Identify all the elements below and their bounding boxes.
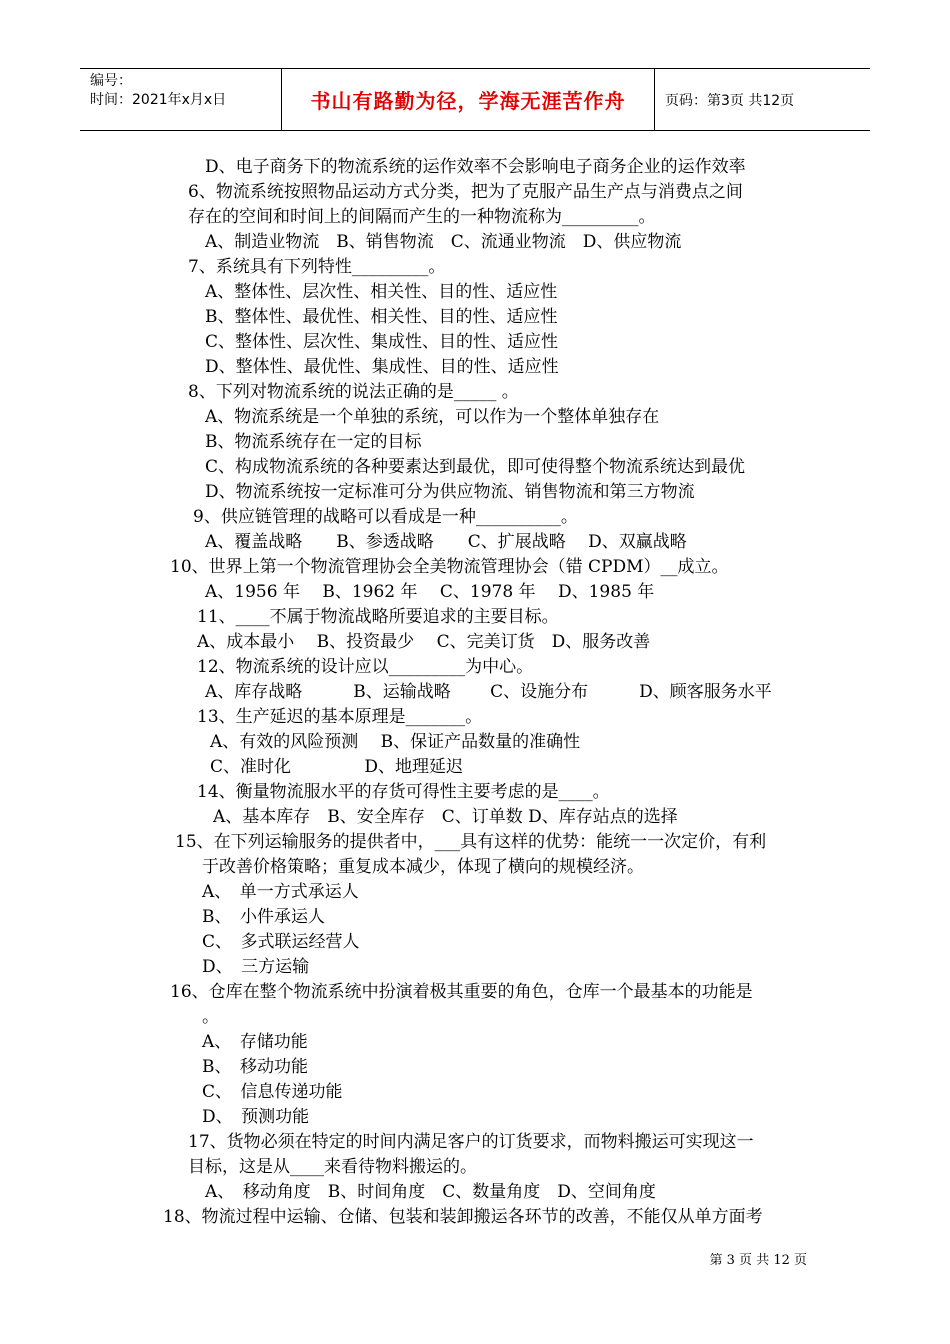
question-9: 9、供应链管理的战略可以看成是一种__________。	[193, 507, 578, 527]
option-b: B、 小件承运人	[202, 907, 325, 927]
question-13: 13、生产延迟的基本原理是_______。	[197, 707, 483, 727]
question-18: 18、物流过程中运输、仓储、包装和装卸搬运各环节的改善，不能仅从单方面考	[163, 1207, 763, 1227]
text-line: 存在的空间和时间上的间隔而产生的一种物流称为_________。	[188, 207, 656, 227]
options-line: A、库存战略 B、运输战略 C、设施分布 D、顾客服务水平	[205, 682, 772, 702]
question-11: 11、____不属于物流战略所要追求的主要目标。	[197, 607, 559, 627]
option-c: C、整体性、层次性、集成性、目的性、适应性	[205, 332, 559, 352]
options-line: A、有效的风险预测 B、保证产品数量的准确性	[210, 732, 581, 752]
question-15: 15、在下列运输服务的提供者中，___具有这样的优势：能统一一次定价，有利	[175, 832, 767, 852]
text-line: 目标，这是从____来看待物料搬运的。	[188, 1157, 477, 1177]
option-a: A、物流系统是一个单独的系统，可以作为一个整体单独存在	[205, 407, 660, 427]
question-10: 10、世界上第一个物流管理协会全美物流管理协会（错 CPDM）__成立。	[170, 557, 729, 577]
question-6: 6、物流系统按照物品运动方式分类，把为了克服产品生产点与消费点之间	[188, 182, 743, 202]
page-footer: 第 3 页 共 12 页	[709, 1253, 807, 1268]
options-line: A、成本最小 B、投资最少 C、完美订货 D、服务改善	[197, 632, 651, 652]
option-a: A、 单一方式承运人	[202, 882, 359, 902]
option-a: A、整体性、层次性、相关性、目的性、适应性	[205, 282, 558, 302]
text-line: 于改善价格策略；重复成本减少，体现了横向的规模经济。	[202, 857, 644, 877]
option-d: D、 三方运输	[202, 957, 310, 977]
header-meta	[80, 69, 282, 130]
header-page-cell	[655, 69, 870, 130]
option-c: C、 多式联运经营人	[202, 932, 360, 952]
date-label: 时间：2021年x月x日	[90, 92, 227, 108]
text-line: 。	[202, 1007, 219, 1027]
option-d: D、 预测功能	[202, 1107, 310, 1127]
header-page-info: 页码：第3页 共12页	[665, 92, 795, 109]
option-c: C、 信息传递功能	[202, 1082, 343, 1102]
option-b: B、 移动功能	[202, 1057, 308, 1077]
option-b: B、物流系统存在一定的目标	[205, 432, 422, 452]
page-header	[80, 68, 870, 131]
option-d: D、整体性、最优性、集成性、目的性、适应性	[205, 357, 559, 377]
option-a: A、 存储功能	[202, 1032, 308, 1052]
options-line: A、覆盖战略 B、参透战略 C、扩展战略 D、双赢战略	[205, 532, 687, 552]
question-7: 7、系统具有下列特性_________。	[188, 257, 446, 277]
question-17: 17、货物必须在特定的时间内满足客户的订货要求，而物料搬运可实现这一	[188, 1132, 754, 1152]
number-label: 编号：	[90, 73, 132, 89]
question-12: 12、物流系统的设计应以_________为中心。	[197, 657, 534, 677]
options-line: A、基本库存 B、安全库存 C、订单数 D、库存站点的选择	[213, 807, 678, 827]
options-line: A、制造业物流 B、销售物流 C、流通业物流 D、供应物流	[205, 232, 682, 252]
question-16: 16、仓库在整个物流系统中扮演着极其重要的角色，仓库一个最基本的功能是	[170, 982, 753, 1002]
header-motto: 书山有路勤为径，学海无涯苦作舟	[310, 89, 626, 113]
option-d: D、物流系统按一定标准可分为供应物流、销售物流和第三方物流	[205, 482, 695, 502]
option-b: B、整体性、最优性、相关性、目的性、适应性	[205, 307, 558, 327]
question-8: 8、下列对物流系统的说法正确的是_____ 。	[188, 382, 519, 402]
options-line: C、准时化 D、地理延迟	[210, 757, 464, 777]
option-c: C、构成物流系统的各种要素达到最优，即可使得整个物流系统达到最优	[205, 457, 746, 477]
text-line: D、电子商务下的物流系统的运作效率不会影响电子商务企业的运作效率	[205, 157, 746, 177]
question-14: 14、衡量物流服水平的存货可得性主要考虑的是____。	[197, 782, 610, 802]
options-line: A、 移动角度 B、时间角度 C、数量角度 D、空间角度	[205, 1182, 656, 1202]
options-line: A、1956 年 B、1962 年 C、1978 年 D、1985 年	[205, 582, 655, 602]
header-motto-cell	[282, 69, 655, 130]
